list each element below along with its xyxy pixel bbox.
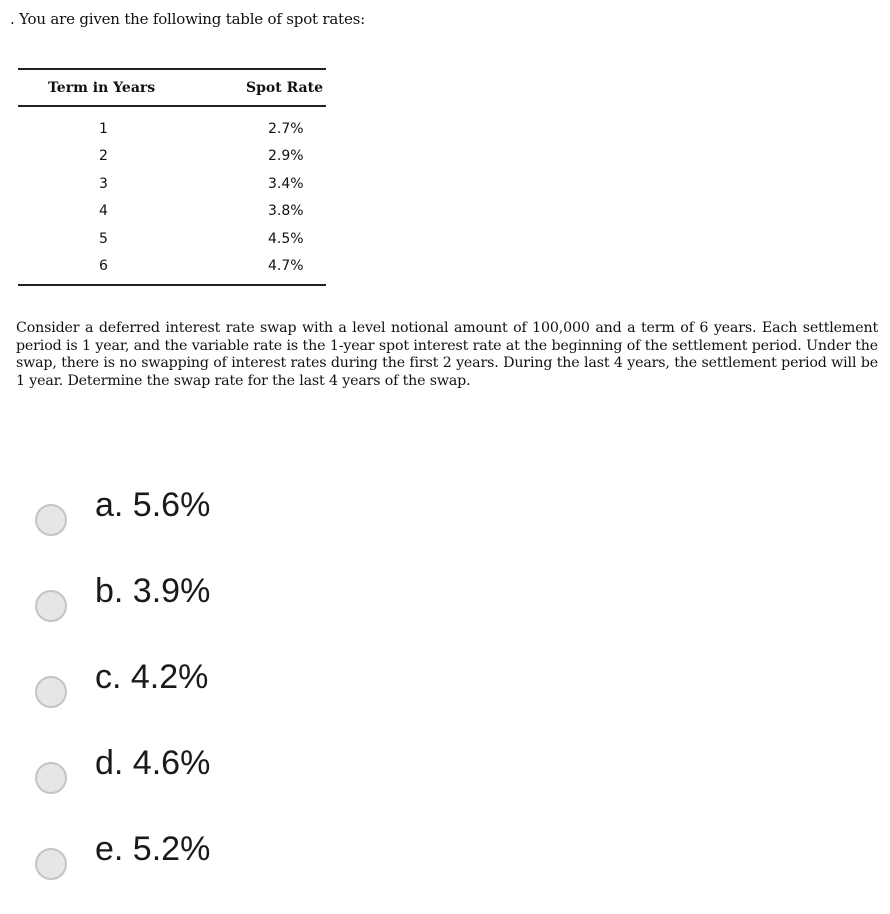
radio-button[interactable] [35, 590, 67, 622]
radio-button[interactable] [35, 762, 67, 794]
option-label[interactable]: b. 3.9% [95, 572, 211, 610]
rate-cell: 3.4% [268, 175, 304, 192]
answer-options [0, 478, 890, 908]
intro-text: . You are given the following table of spot rates: [10, 10, 366, 28]
option-label[interactable]: c. 4.2% [95, 658, 209, 696]
option-d[interactable] [0, 736, 890, 822]
rate-cell: 2.7% [268, 120, 304, 137]
header-spot-rate: Spot Rate [198, 69, 326, 106]
term-cell: 3 [99, 175, 108, 192]
question-text: Consider a deferred interest rate swap with a level notional amount of 100,000 and a term of 6 years. Each settlement period is 1 year, and the variable rate is the 1-year spot interest rate at the beginning of the settlement period. Under the swap, there is no swapping of interest rates during the first 2 years. During the last 4 years, the settlement period will be 1 year. Determine the swap rate for the last 4 years of the swap. [16, 320, 878, 389]
rate-cell: 4.7% [198, 253, 326, 286]
rate-cell: 4.5% [268, 230, 304, 247]
option-label[interactable]: d. 4.6% [95, 744, 211, 782]
term-cell: 4 [99, 203, 108, 220]
option-label[interactable]: a. 5.6% [95, 486, 211, 524]
table-row [18, 198, 326, 226]
option-b[interactable] [0, 564, 890, 650]
table-header-row [18, 69, 326, 106]
table-row [18, 253, 326, 286]
radio-button[interactable] [35, 848, 67, 880]
option-a[interactable] [0, 478, 890, 564]
header-term: Term in Years [18, 69, 198, 106]
term-cell: 5 [99, 230, 108, 247]
radio-button[interactable] [35, 676, 67, 708]
option-label[interactable]: e. 5.2% [95, 830, 211, 868]
option-c[interactable] [0, 650, 890, 736]
rate-cell: 2.9% [268, 148, 304, 165]
term-cell: 6 [18, 253, 198, 286]
radio-button[interactable] [35, 504, 67, 536]
term-cell: 2 [99, 148, 108, 165]
table-row [18, 225, 326, 253]
table-row [18, 106, 326, 143]
option-e[interactable] [0, 822, 890, 908]
term-cell: 1 [99, 120, 108, 137]
table-row [18, 170, 326, 198]
table-row [18, 143, 326, 171]
rate-cell: 3.8% [268, 203, 304, 220]
spot-rates-table [18, 68, 326, 286]
